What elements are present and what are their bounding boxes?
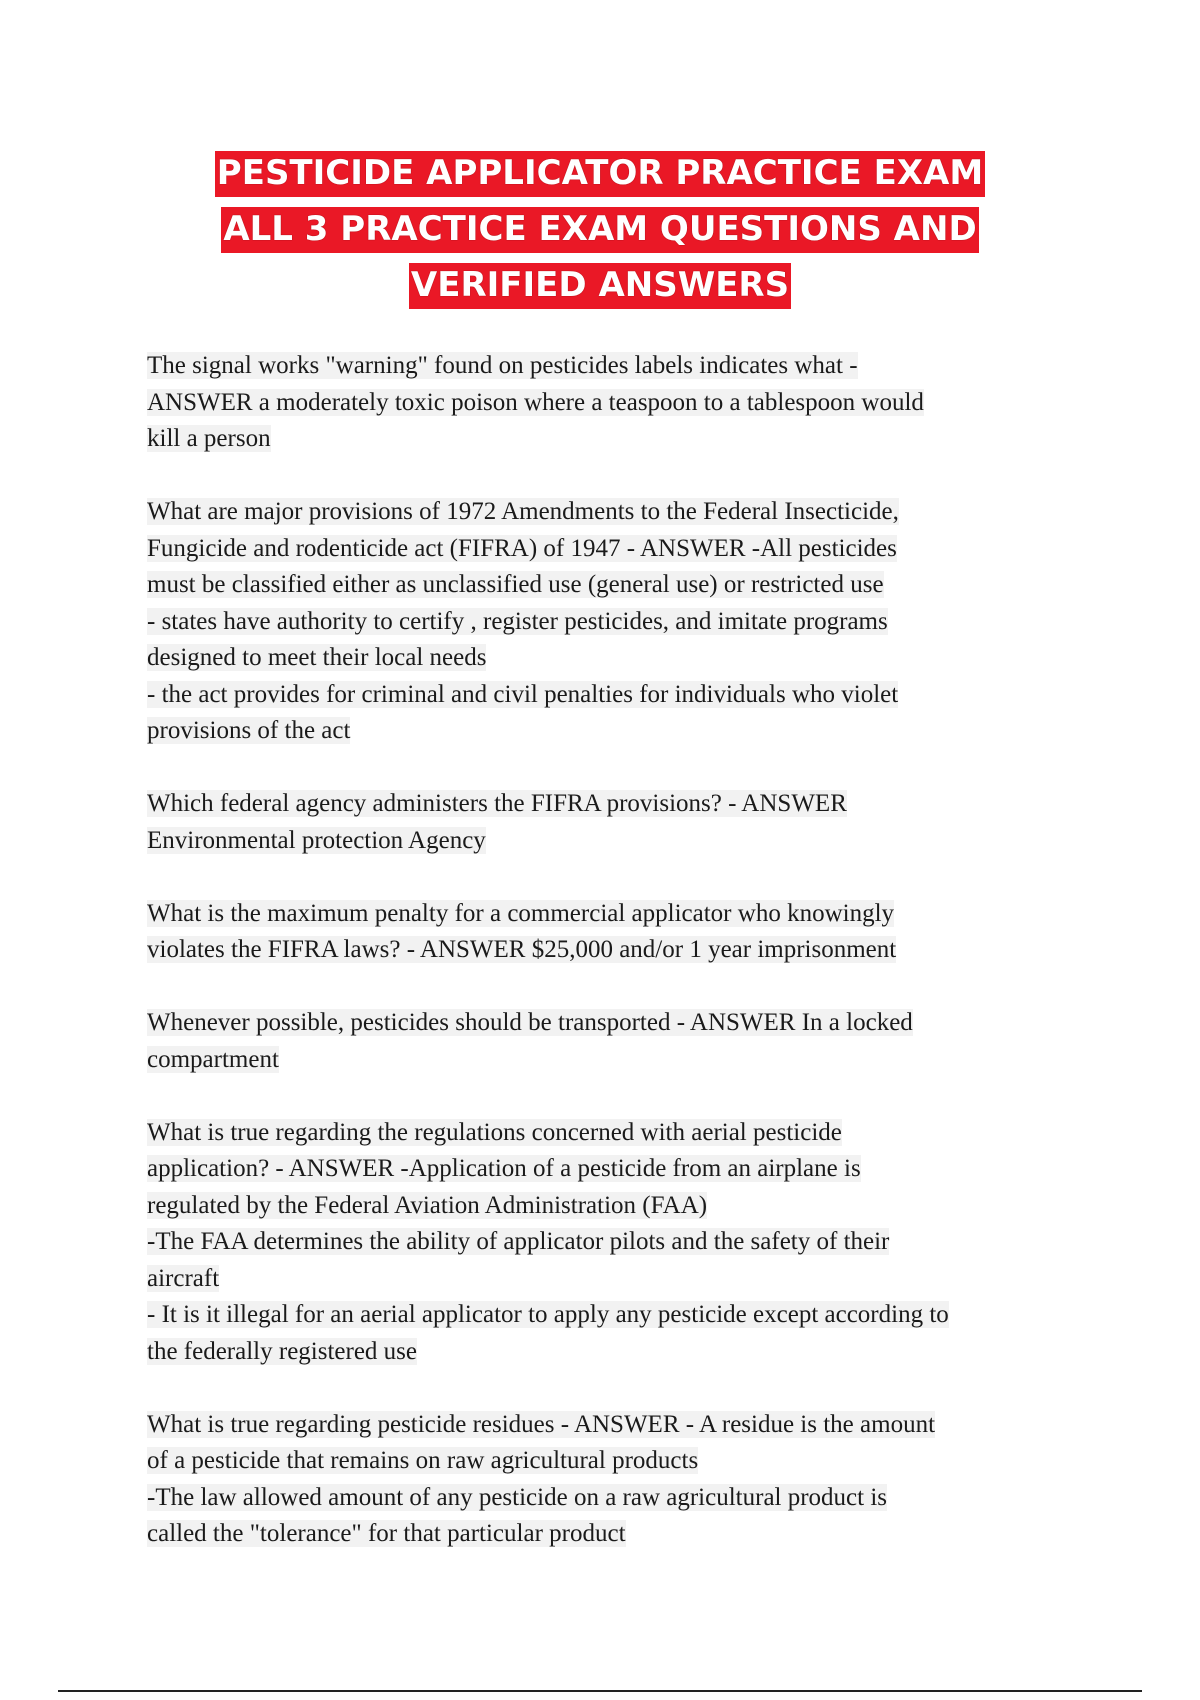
qa-line-text: - states have authority to certify , register pesticides, and imitate programs: [147, 607, 888, 635]
title-line-2: [0, 201, 1200, 257]
qa-line: [147, 494, 1067, 531]
qa-line: [147, 604, 1067, 641]
qa-line-text: provisions of the act: [147, 717, 351, 744]
qa-line: [147, 713, 1067, 750]
qa-line: [147, 896, 1067, 933]
qa-line-text: regulated by the Federal Aviation Administration (FAA): [147, 1191, 708, 1219]
qa-line: [147, 1443, 1067, 1480]
qa-line-text: designed to meet their local needs: [147, 644, 487, 671]
qa-line: [147, 1115, 1067, 1152]
title-line-1: [0, 145, 1200, 201]
qa-line-text: What is true regarding pesticide residues - ANSWER - A residue is the amount: [147, 1410, 936, 1438]
qa-line: [147, 640, 1067, 677]
qa-line-text: What is true regarding the regulations concerned with aerial pesticide: [147, 1118, 842, 1146]
title-text-3: VERIFIED ANSWERS: [409, 263, 791, 309]
qa-line-text: application? - ANSWER -Application of a pesticide from an airplane is: [147, 1155, 861, 1182]
footer-divider: [58, 1690, 1142, 1692]
qa-line-text: -The FAA determines the ability of applicator pilots and the safety of their: [147, 1228, 890, 1255]
qa-line: [147, 385, 1067, 422]
qa-line-text: Fungicide and rodenticide act (FIFRA) of 1947 - ANSWER -All pesticides: [147, 534, 897, 562]
qa-line: [147, 823, 1067, 860]
qa-line-text: Environmental protection Agency: [147, 826, 486, 854]
qa-line: [147, 1261, 1067, 1298]
qa-line: [147, 1334, 1067, 1371]
title-text-2: ALL 3 PRACTICE EXAM QUESTIONS AND: [221, 207, 978, 253]
qa-line: [147, 1224, 1067, 1261]
qa-line-text: - It is it illegal for an aerial applicator to apply any pesticide except according to: [147, 1301, 949, 1328]
qa-line-text: of a pesticide that remains on raw agricultural products: [147, 1447, 699, 1474]
qa-item: [147, 494, 1067, 750]
qa-line: [147, 1297, 1067, 1334]
qa-line: [147, 421, 1067, 458]
qa-line-text: must be classified either as unclassified use (general use) or restricted use: [147, 571, 884, 598]
qa-line: [147, 1151, 1067, 1188]
title-text-1: PESTICIDE APPLICATOR PRACTICE EXAM: [215, 151, 985, 197]
qa-line-text: What are major provisions of 1972 Amendments to the Federal Insecticide,: [147, 498, 899, 525]
qa-line: [147, 531, 1067, 568]
qa-item: [147, 786, 1067, 859]
qa-line-text: violates the FIFRA laws? - ANSWER $25,000 and/or 1 year imprisonment: [147, 936, 897, 963]
qa-line: [147, 1480, 1067, 1517]
qa-line-text: the federally registered use: [147, 1337, 418, 1365]
qa-item: [147, 348, 1067, 458]
qa-line: [147, 1042, 1067, 1079]
qa-line: [147, 1516, 1067, 1553]
qa-line-text: called the "tolerance" for that particular product: [147, 1520, 626, 1547]
qa-line-text: The signal works "warning" found on pesticides labels indicates what -: [147, 352, 858, 379]
qa-line: [147, 677, 1067, 714]
qa-line: [147, 1005, 1067, 1042]
document-title: [0, 145, 1200, 313]
qa-line-text: Which federal agency administers the FIFRA provisions? - ANSWER: [147, 790, 847, 817]
qa-line: [147, 786, 1067, 823]
qa-line-text: Whenever possible, pesticides should be transported - ANSWER In a locked: [147, 1009, 913, 1036]
qa-line-text: -The law allowed amount of any pesticide on a raw agricultural product is: [147, 1483, 888, 1511]
qa-line: [147, 1407, 1067, 1444]
qa-line-text: kill a person: [147, 425, 271, 452]
qa-line: [147, 348, 1067, 385]
qa-line-text: aircraft: [147, 1264, 220, 1292]
qa-line-text: ANSWER a moderately toxic poison where a teaspoon to a tablespoon would: [147, 388, 924, 416]
qa-item: [147, 1005, 1067, 1078]
qa-list: [147, 348, 1067, 1589]
qa-line-text: - the act provides for criminal and civil penalties for individuals who violet: [147, 680, 899, 708]
qa-line-text: What is the maximum penalty for a commercial applicator who knowingly: [147, 899, 895, 927]
title-line-3: [0, 257, 1200, 313]
qa-line: [147, 567, 1067, 604]
qa-item: [147, 1115, 1067, 1371]
qa-item: [147, 1407, 1067, 1553]
qa-line-text: compartment: [147, 1045, 279, 1073]
qa-item: [147, 896, 1067, 969]
qa-line: [147, 1188, 1067, 1225]
qa-line: [147, 932, 1067, 969]
